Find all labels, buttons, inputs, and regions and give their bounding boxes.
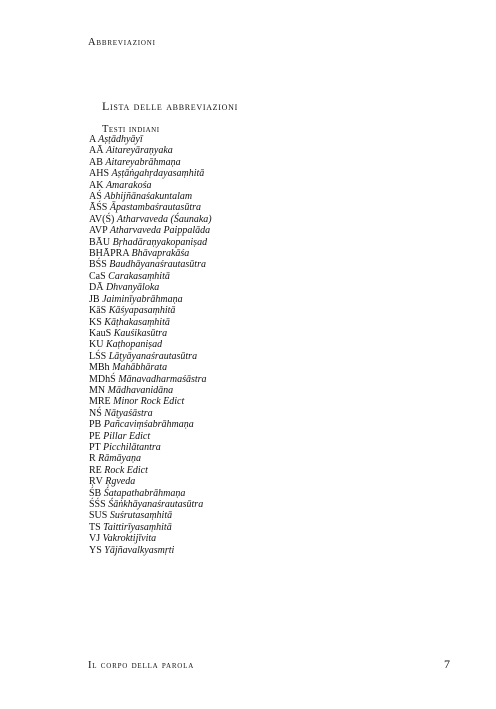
abbreviation-code: R <box>89 453 96 465</box>
abbreviation-entry <box>89 453 212 464</box>
abbreviation-expansion: Atharvaveda (Śaunaka) <box>116 213 212 225</box>
abbreviation-entry <box>89 374 212 385</box>
abbreviation-expansion: Dhvanyāloka <box>105 282 160 294</box>
abbreviation-expansion: Atharvaveda Paippalāda <box>109 225 211 237</box>
abbreviation-code: MDhŚ <box>89 373 116 385</box>
abbreviation-code: A <box>89 134 96 145</box>
abbreviation-entry <box>89 431 212 442</box>
running-head: Abbreviazioni <box>88 37 156 48</box>
abbreviation-entry <box>89 259 212 270</box>
abbreviation-entry <box>89 385 212 396</box>
abbreviation-expansion: Śatapathabrāhmaṇa <box>103 487 186 499</box>
section-title: Lista delle abbreviazioni <box>102 99 238 113</box>
abbreviation-entry <box>89 294 212 305</box>
abbreviation-expansion: Picchilātantra <box>103 441 161 453</box>
abbreviation-code: TS <box>89 521 101 533</box>
footer-book-title: Il corpo della parola <box>88 660 195 671</box>
abbreviation-entry <box>89 271 212 282</box>
abbreviation-expansion: Jaiminīyabrāhmaṇa <box>102 293 183 305</box>
abbreviation-entry <box>89 499 212 510</box>
abbreviation-expansion: Pañcaviṃśabrāhmaṇa <box>103 419 194 431</box>
abbreviation-expansion: Mānavadharmaśāstra <box>118 373 207 385</box>
abbreviation-expansion: Carakasaṃhitā <box>108 270 170 282</box>
abbreviation-code: RE <box>89 464 102 476</box>
page-number: 7 <box>444 657 450 671</box>
abbreviation-code: KauS <box>89 327 112 339</box>
abbreviation-expansion: Āpastambaśrautasūtra <box>109 202 201 214</box>
abbreviation-entry <box>89 180 212 191</box>
abbreviation-expansion: Pillar Edict <box>103 430 151 442</box>
abbreviation-code: YS <box>89 544 102 556</box>
abbreviation-code: DĀ <box>89 282 104 294</box>
abbreviation-code: ŚB <box>89 487 102 499</box>
abbreviation-entry <box>89 317 212 328</box>
abbreviation-code: ŚŚS <box>89 499 106 510</box>
abbreviation-expansion: Rāmāyaṇa <box>98 453 141 465</box>
subsection-title: Testi indiani <box>102 124 160 135</box>
abbreviation-code: PT <box>89 441 101 453</box>
abbreviation-expansion: Aṣṭādhyāyī <box>98 134 143 145</box>
abbreviation-entry <box>89 134 212 145</box>
abbreviation-entry <box>89 145 212 156</box>
abbreviation-expansion: Suśrutasaṃhitā <box>109 510 173 522</box>
abbreviation-expansion: Amarakośa <box>105 179 152 191</box>
abbreviation-entry <box>89 305 212 316</box>
abbreviation-code: NŚ <box>89 407 102 419</box>
abbreviation-expansion: Vakroktijīvita <box>102 533 157 545</box>
abbreviation-expansion: Mahābhārata <box>112 362 168 374</box>
abbreviation-entry <box>89 510 212 521</box>
abbreviation-code: KS <box>89 316 102 328</box>
abbreviation-entry <box>89 408 212 419</box>
abbreviation-entry <box>89 396 212 407</box>
abbreviation-code: LŚS <box>89 350 107 362</box>
abbreviation-entry <box>89 202 212 213</box>
abbreviation-code: BŚS <box>89 259 107 271</box>
abbreviation-expansion: Bṛhadāraṇyakopaniṣad <box>112 236 208 248</box>
abbreviation-list <box>89 134 212 556</box>
abbreviation-code: PE <box>89 430 101 442</box>
abbreviation-entry <box>89 191 212 202</box>
abbreviation-entry <box>89 362 212 373</box>
abbreviation-entry <box>89 522 212 533</box>
abbreviation-entry <box>89 225 212 236</box>
abbreviation-code: BĀU <box>89 236 111 248</box>
abbreviation-code: AK <box>89 179 104 191</box>
abbreviation-code: MBh <box>89 362 110 374</box>
abbreviation-entry <box>89 168 212 179</box>
abbreviation-code: KU <box>89 339 104 351</box>
abbreviation-expansion: Aitareyabrāhmaṇa <box>105 156 181 168</box>
abbreviation-code: AV(Ś) <box>89 213 115 225</box>
abbreviation-code: VJ <box>89 533 101 545</box>
abbreviation-expansion: Rock Edict <box>104 464 148 476</box>
abbreviation-entry <box>89 476 212 487</box>
abbreviation-expansion: Aṣṭāṅgahṛdayasaṃhitā <box>111 168 205 180</box>
abbreviation-entry <box>89 442 212 453</box>
abbreviation-entry <box>89 157 212 168</box>
abbreviation-code: AVP <box>89 225 108 237</box>
abbreviation-expansion: Baudhāyanaśrautasūtra <box>109 259 206 271</box>
abbreviation-code: PB <box>89 419 102 431</box>
abbreviation-entry <box>89 248 212 259</box>
abbreviation-expansion: Kaṭhopaniṣad <box>105 339 163 351</box>
abbreviation-entry <box>89 339 212 350</box>
abbreviation-code: SUS <box>89 510 108 522</box>
abbreviation-expansion: Abhijñānaśakuntalam <box>104 191 193 203</box>
abbreviation-expansion: Minor Rock Edict <box>113 396 185 408</box>
abbreviation-code: AĀ <box>89 145 104 157</box>
abbreviation-expansion: Nāṭyaśāstra <box>104 407 153 419</box>
abbreviation-code: AB <box>89 156 103 168</box>
abbreviation-entry <box>89 328 212 339</box>
abbreviation-code: ṚV <box>89 476 103 488</box>
abbreviation-expansion: Yājñavalkyasmṛti <box>104 544 175 556</box>
abbreviation-entry <box>89 545 212 556</box>
abbreviation-expansion: Bhāvaprakāśa <box>131 248 190 260</box>
abbreviation-entry <box>89 282 212 293</box>
abbreviation-entry <box>89 465 212 476</box>
abbreviation-entry <box>89 533 212 544</box>
abbreviation-expansion: Lāṭyāyanaśrautasūtra <box>108 350 198 362</box>
abbreviation-expansion: Aitareyāraṇyaka <box>105 145 173 157</box>
abbreviation-code: KāS <box>89 305 107 317</box>
abbreviation-expansion: Kāṭhakasaṃhitā <box>104 316 170 328</box>
abbreviation-code: AHS <box>89 168 110 180</box>
abbreviation-code: AŚ <box>89 191 102 203</box>
abbreviation-expansion: Kāśyapasaṃhitā <box>108 305 176 317</box>
abbreviation-code: ĀŚS <box>89 202 108 214</box>
abbreviation-expansion: Taittirīyasaṃhitā <box>103 521 172 533</box>
abbreviation-entry <box>89 214 212 225</box>
abbreviation-code: MRE <box>89 396 111 408</box>
abbreviation-code: JB <box>89 293 100 305</box>
abbreviation-entry <box>89 237 212 248</box>
abbreviation-code: CaS <box>89 270 106 282</box>
abbreviation-code: MN <box>89 384 106 396</box>
abbreviation-entry <box>89 419 212 430</box>
abbreviation-expansion: Kauśikasūtra <box>113 327 168 339</box>
abbreviation-code: BHĀPRA <box>89 248 130 260</box>
abbreviation-expansion: Mādhavanidāna <box>107 384 174 396</box>
abbreviation-expansion: Śāṅkhāyanaśrautasūtra <box>108 499 204 510</box>
abbreviation-expansion: Ṛgveda <box>105 476 136 488</box>
abbreviation-entry <box>89 488 212 499</box>
abbreviation-entry <box>89 351 212 362</box>
